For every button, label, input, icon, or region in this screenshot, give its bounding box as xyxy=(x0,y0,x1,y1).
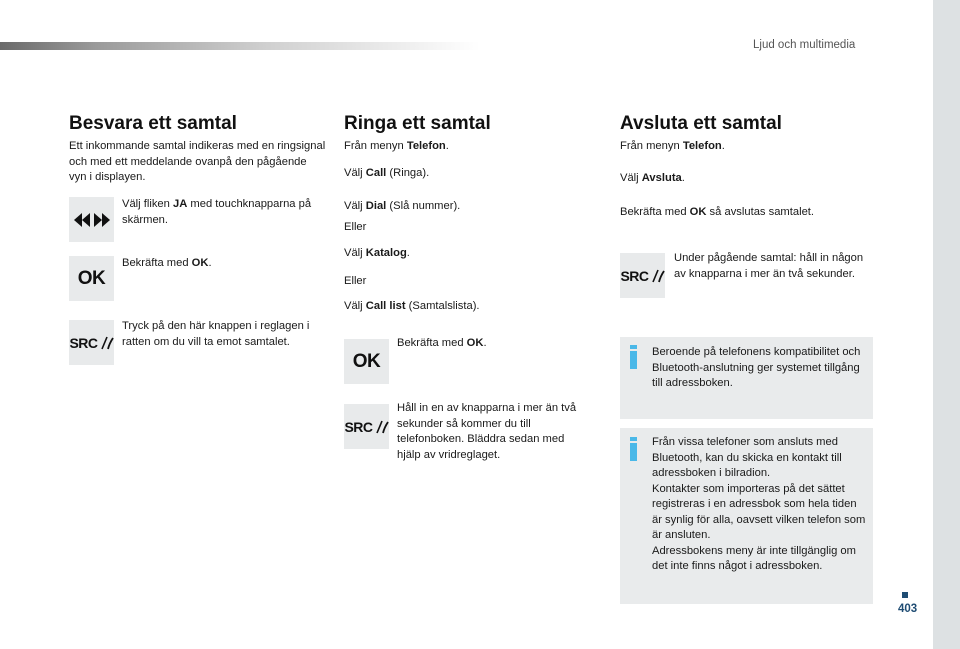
info-icon xyxy=(630,345,638,369)
page-tab-marker xyxy=(902,592,908,598)
header-gradient-bar xyxy=(0,42,480,50)
call-or-1: Eller xyxy=(344,221,367,233)
answer-intro: Ett inkommande samtal indikeras med en ringsignal och med ett meddelande ovanpå den pågående vyn i displayen. xyxy=(69,140,326,183)
call-option-catalog: Välj Katalog. xyxy=(344,247,410,259)
ok-button-icon: OK xyxy=(344,339,389,384)
info-icon xyxy=(630,437,638,461)
page-side-strip xyxy=(933,0,960,649)
page-number: 403 xyxy=(898,603,918,615)
info-compatibility-text: Beroende på telefonens kompatibilitet och Bluetooth-anslutning ger systemet tillgång till adressboken. xyxy=(652,346,861,389)
call-option-dial: Välj Dial (Slå nummer). xyxy=(344,200,461,212)
src-phone-button-icon: SRC xyxy=(69,320,114,365)
call-or-2: Eller xyxy=(344,275,367,287)
src-phone-button-icon: SRC xyxy=(620,253,665,298)
call-hold-instructions: Håll in en av knapparna i mer än två sekunder så kommer du till telefonboken. Bläddra sedan med hjälp av vridreglaget. xyxy=(397,402,577,461)
call-option-call: Välj Call (Ringa). xyxy=(344,167,430,179)
info-box-compatibility xyxy=(620,337,873,419)
ok-button-icon: OK xyxy=(69,256,114,301)
info-contacts-text: Från vissa telefoner som ansluts med Bluetooth, kan du skicka en kontakt till adressboken i bilradion. Kontakter som importeras på det sättet registreras i en adressbok som hela tiden är synlig för alla, oavsett vilken telefon som är ansluten. Adressbokens meny är inte tillgänglig om det inte finns något i adressboken. xyxy=(652,436,866,572)
arrow-buttons-icon xyxy=(69,197,114,242)
info-box-contacts xyxy=(620,428,873,604)
call-confirm: Bekräfta med OK. xyxy=(397,337,487,349)
section-title-call: Ringa ett samtal xyxy=(344,113,491,134)
section-title-end: Avsluta ett samtal xyxy=(620,113,782,134)
end-confirm: Bekräfta med OK så avslutas samtalet. xyxy=(620,206,815,218)
end-option: Välj Avsluta. xyxy=(620,172,685,184)
answer-step-3: Tryck på den här knappen i reglagen i ratten om du vill ta emot samtalet. xyxy=(122,320,310,348)
chapter-title: Ljud och multimedia xyxy=(753,39,856,51)
section-title-answer: Besvara ett samtal xyxy=(69,113,237,134)
call-option-list: Välj Call list (Samtalslista). xyxy=(344,300,480,312)
end-during-call: Under pågående samtal: håll in någon av knapparna i mer än två sekunder. xyxy=(674,252,864,280)
call-menu: Från menyn Telefon. xyxy=(344,140,449,152)
end-menu: Från menyn Telefon. xyxy=(620,140,725,152)
answer-step-1: Välj fliken JA med touchknapparna på skärmen. xyxy=(122,198,312,226)
src-phone-button-icon: SRC xyxy=(344,404,389,449)
answer-step-2: Bekräfta med OK. xyxy=(122,257,212,269)
